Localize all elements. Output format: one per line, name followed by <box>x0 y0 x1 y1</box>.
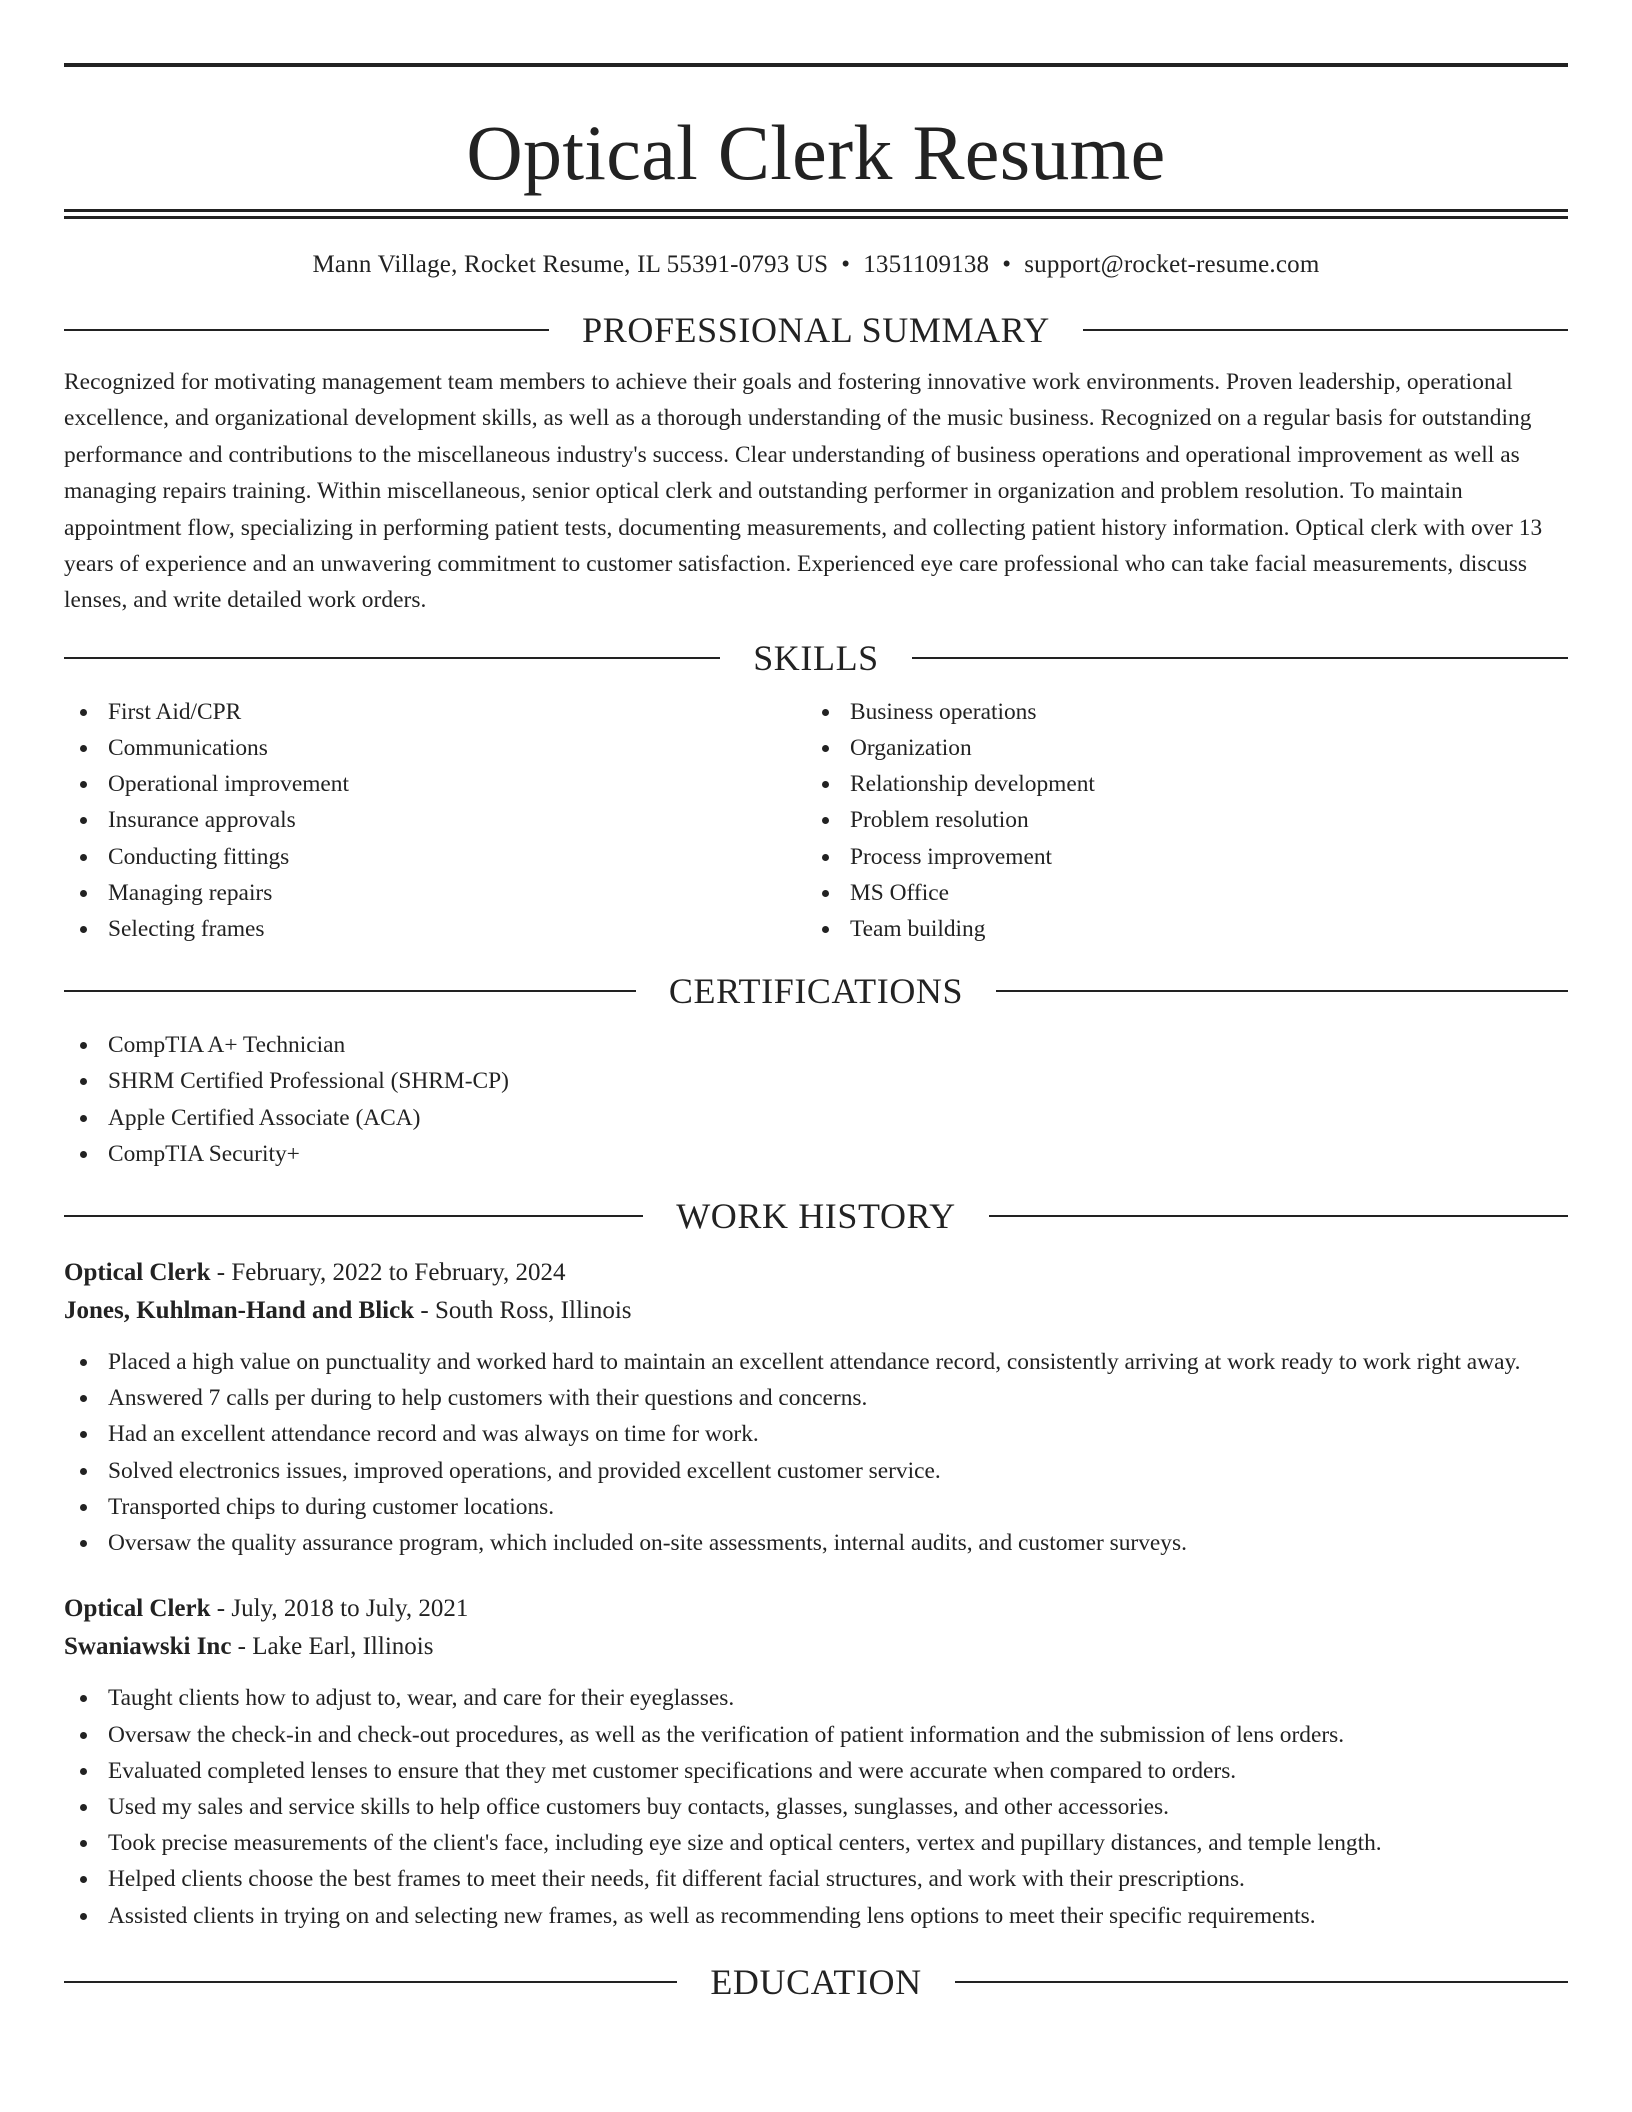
skills-heading: SKILLS <box>753 637 879 678</box>
section-rule-right <box>996 990 1568 992</box>
skill-item: First Aid/CPR <box>64 694 806 730</box>
section-rule-left <box>64 1215 643 1217</box>
certifications-section-header <box>64 969 1568 1013</box>
job-bullets <box>64 1680 1568 1933</box>
job-bullet: Oversaw the check-in and check-out procedures, as well as the verification of patient information and the submission of lens orders. <box>64 1717 1568 1753</box>
job-entry <box>64 1590 1568 1933</box>
job-entry <box>64 1254 1568 1561</box>
skill-item: Operational improvement <box>64 766 806 802</box>
summary-heading: PROFESSIONAL SUMMARY <box>582 310 1050 350</box>
skill-item: Managing repairs <box>64 875 806 911</box>
job-location: - Lake Earl, Illinois <box>231 1633 434 1661</box>
skills-section-header <box>64 636 1568 680</box>
contact-separator: • <box>841 251 851 278</box>
job-bullet: Assisted clients in trying on and selecting new frames, as well as recommending lens options to meet their specific requirements. <box>64 1898 1568 1934</box>
skill-item: MS Office <box>806 875 1548 911</box>
section-rule-left <box>64 990 636 992</box>
skill-item: Organization <box>806 730 1548 766</box>
skill-item: Relationship development <box>806 766 1548 802</box>
skill-item: Process improvement <box>806 839 1548 875</box>
summary-text: Recognized for motivating management team members to achieve their goals and fostering innovative work environments. Proven leadership, operational excellence, and organizational development skills, as well as a thorough understanding of the music business. Recognized on a regular basis for outstanding performance and contributions to the miscellaneous industry's success. Clear understanding of business operations and operational improvement as well as managing repairs training. Within miscellaneous, senior optical clerk and outstanding performer in organization and problem resolution. To maintain appointment flow, specializing in performing patient tests, documenting measurements, and collecting patient history information. Optical clerk with over 13 years of experience and an unwavering commitment to customer satisfaction. Experienced eye care professional who can take facial measurements, discuss lenses, and write detailed work orders. <box>64 369 1543 614</box>
section-rule-right <box>912 657 1568 659</box>
job-bullet: Helped clients choose the best frames to meet their needs, fit different facial structures, and work with their prescriptions. <box>64 1861 1568 1897</box>
job-bullet: Transported chips to during customer locations. <box>64 1489 1568 1525</box>
job-company: Jones, Kuhlman-Hand and Blick <box>64 1297 415 1325</box>
job-company-line <box>64 1292 1568 1330</box>
certification-item: Apple Certified Associate (ACA) <box>64 1100 1568 1136</box>
skill-item: Problem resolution <box>806 802 1548 838</box>
contact-line <box>64 249 1568 281</box>
job-dates: - February, 2022 to February, 2024 <box>210 1259 566 1287</box>
job-company-line <box>64 1628 1568 1666</box>
job-bullet: Taught clients how to adjust to, wear, and care for their eyeglasses. <box>64 1680 1568 1716</box>
certifications-heading: CERTIFICATIONS <box>668 971 964 1012</box>
skills-columns <box>64 694 1568 947</box>
certification-item: CompTIA Security+ <box>64 1136 1568 1172</box>
contact-separator: • <box>1002 251 1012 278</box>
job-title-line <box>64 1254 1568 1292</box>
section-rule-left <box>64 657 720 659</box>
skill-item: Team building <box>806 911 1548 947</box>
section-rule-left <box>64 1981 677 1983</box>
job-bullet: Used my sales and service skills to help office customers buy contacts, glasses, sunglasses, and other accessories. <box>64 1789 1568 1825</box>
section-rule-right <box>955 1981 1568 1983</box>
education-section-header <box>64 1960 1568 2004</box>
work-section-header <box>64 1194 1568 1238</box>
job-bullet: Took precise measurements of the client's face, including eye size and optical centers, vertex and pupillary distances, and temple length. <box>64 1825 1568 1861</box>
skills-list-right <box>806 694 1548 947</box>
work-heading: WORK HISTORY <box>676 1196 956 1237</box>
job-title: Optical Clerk <box>64 1259 211 1287</box>
section-rule-left <box>64 329 549 331</box>
certifications-list <box>64 1027 1568 1172</box>
job-bullet: Evaluated completed lenses to ensure that they met customer specifications and were accurate when compared to orders. <box>64 1753 1568 1789</box>
job-location: - South Ross, Illinois <box>414 1297 632 1325</box>
skill-item: Insurance approvals <box>64 802 806 838</box>
job-bullet: Oversaw the quality assurance program, which included on-site assessments, internal audits, and customer surveys. <box>64 1525 1568 1561</box>
skill-item: Selecting frames <box>64 911 806 947</box>
section-rule-right <box>1083 329 1568 331</box>
contact-address: Mann Village, Rocket Resume, IL 55391-0793 US <box>312 251 829 278</box>
skills-list-left <box>64 694 806 947</box>
job-bullets <box>64 1344 1568 1561</box>
certification-item: SHRM Certified Professional (SHRM-CP) <box>64 1063 1568 1099</box>
certification-item: CompTIA A+ Technician <box>64 1027 1568 1063</box>
job-bullet: Placed a high value on punctuality and worked hard to maintain an excellent attendance record, consistently arriving at work ready to work right away. <box>64 1344 1568 1380</box>
header-double-rule <box>64 209 1568 219</box>
contact-phone[interactable]: 1351109138 <box>863 251 990 278</box>
job-bullet: Solved electronics issues, improved operations, and provided excellent customer service. <box>64 1453 1568 1489</box>
resume-title: Optical Clerk Resume <box>466 109 1166 196</box>
job-dates: - July, 2018 to July, 2021 <box>210 1595 469 1623</box>
job-title-line <box>64 1590 1568 1628</box>
resume-page <box>64 0 1568 2004</box>
job-bullet: Had an excellent attendance record and was always on time for work. <box>64 1416 1568 1452</box>
job-company: Swaniawski Inc <box>64 1633 232 1661</box>
education-heading: EDUCATION <box>710 1961 922 2002</box>
contact-email[interactable]: support@rocket-resume.com <box>1024 251 1320 278</box>
skill-item: Communications <box>64 730 806 766</box>
skill-item: Business operations <box>806 694 1548 730</box>
summary-section-header <box>64 308 1568 352</box>
job-bullet: Answered 7 calls per during to help customers with their questions and concerns. <box>64 1380 1568 1416</box>
section-rule-right <box>989 1215 1568 1217</box>
job-title: Optical Clerk <box>64 1595 211 1623</box>
skill-item: Conducting fittings <box>64 839 806 875</box>
